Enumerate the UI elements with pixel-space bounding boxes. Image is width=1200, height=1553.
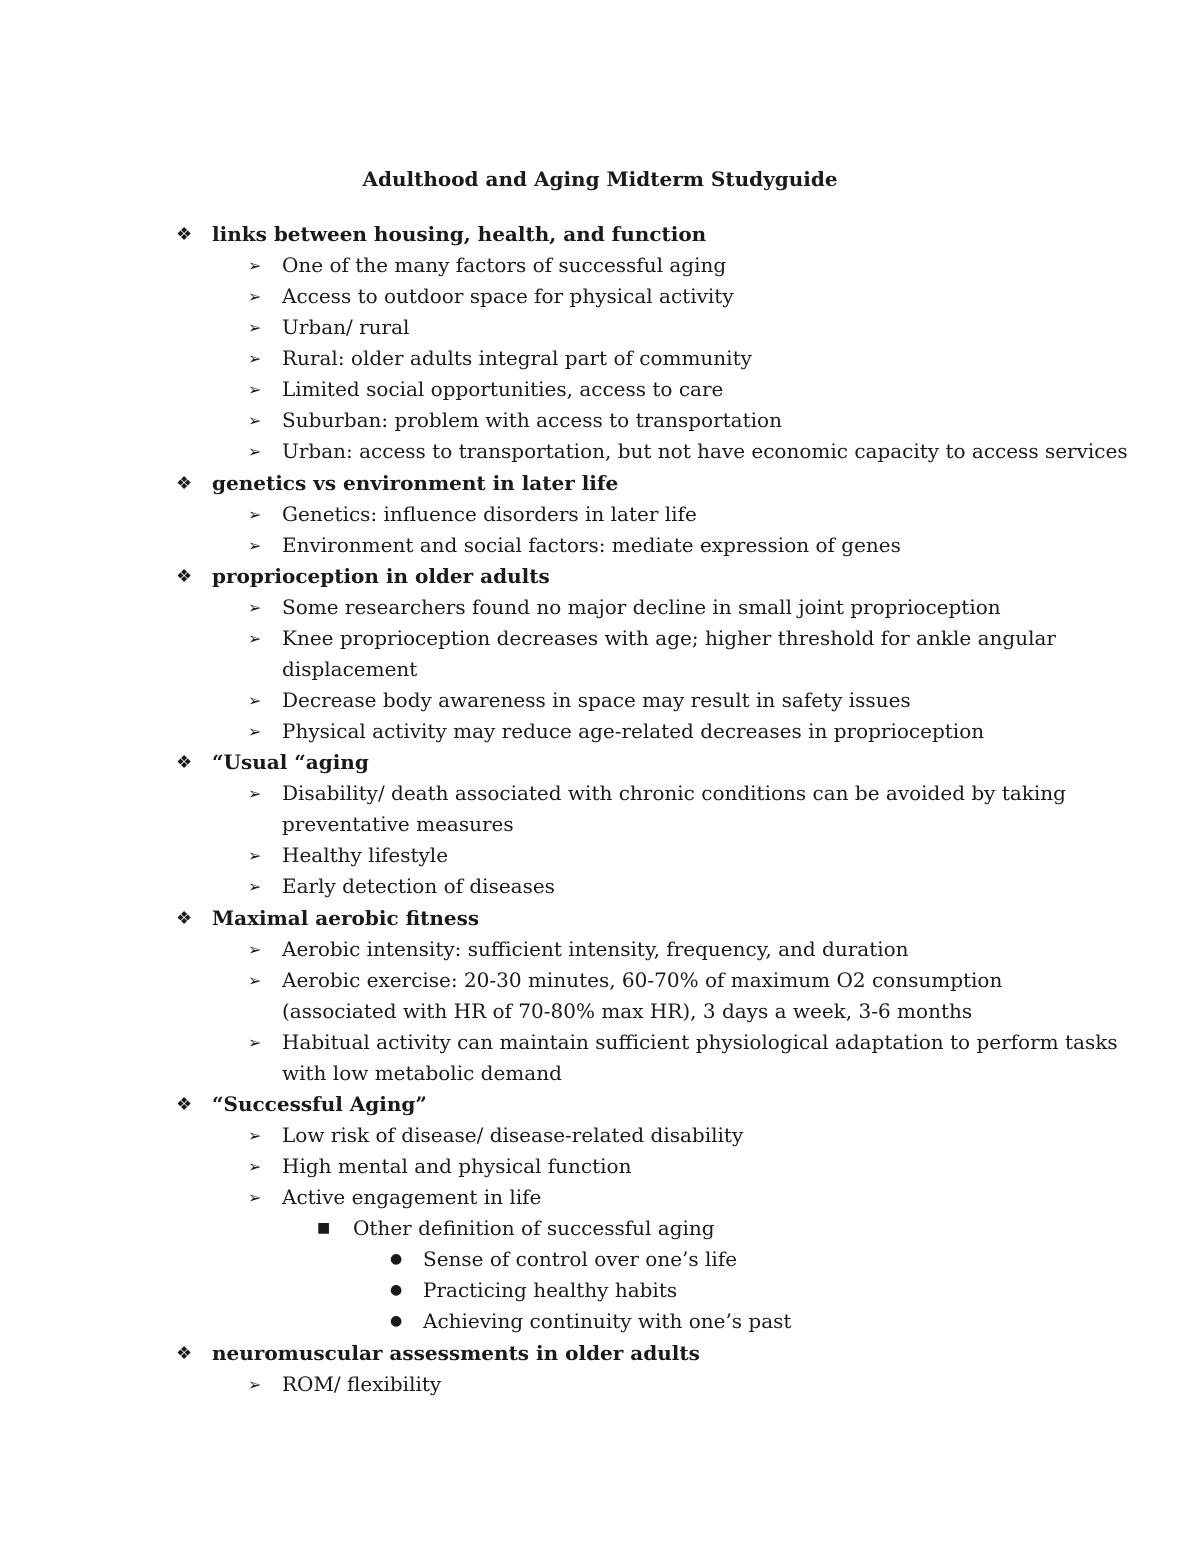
item-text: High mental and physical function: [282, 1154, 632, 1179]
item-text: Active engagement in life: [282, 1185, 542, 1210]
diamond-bullet-icon: ❖: [176, 1342, 193, 1364]
arrowhead-bullet-icon: ➢: [248, 597, 262, 617]
dot-bullet-icon: ●: [390, 1313, 403, 1330]
item-text: Limited social opportunities, access to care: [282, 377, 724, 402]
diamond-bullet-icon: ❖: [176, 907, 193, 929]
arrowhead-bullet-icon: ➢: [248, 349, 262, 369]
arrowhead-bullet-icon: ➢: [248, 939, 262, 959]
arrowhead-bullet-icon: ➢: [248, 1188, 262, 1208]
arrowhead-bullet-icon: ➢: [248, 411, 262, 431]
item-text: preventative measures: [282, 812, 514, 837]
item-text: displacement: [282, 656, 418, 681]
diamond-bullet-icon: ❖: [176, 565, 193, 587]
arrowhead-bullet-icon: ➢: [248, 535, 262, 555]
item-text: One of the many factors of successful aging: [282, 253, 727, 278]
dot-bullet-icon: ●: [390, 1251, 403, 1268]
item-text: ROM/ flexibility: [282, 1371, 442, 1396]
item-text: Aerobic intensity: sufficient intensity, frequency, and duration: [282, 936, 909, 961]
arrowhead-bullet-icon: ➢: [248, 287, 262, 307]
square-bullet-icon: ■: [317, 1220, 331, 1237]
document-title: Adulthood and Aging Midterm Studyguide: [362, 167, 838, 191]
dot-bullet-icon: ●: [390, 1282, 403, 1299]
arrowhead-bullet-icon: ➢: [248, 504, 262, 524]
item-text: Aerobic exercise: 20-30 minutes, 60-70% of maximum O2 consumption: [282, 967, 1003, 992]
diamond-bullet-icon: ❖: [176, 224, 193, 245]
item-text: Physical activity may reduce age-related decreases in proprioception: [282, 719, 985, 744]
arrowhead-bullet-icon: ➢: [248, 380, 262, 400]
item-text: Other definition of successful aging: [353, 1216, 715, 1241]
heading-text: genetics vs environment in later life: [212, 470, 619, 495]
arrowhead-bullet-icon: ➢: [248, 846, 262, 866]
arrowhead-bullet-icon: ➢: [248, 877, 262, 897]
item-text: Urban: access to transportation, but not have economic capacity to access services: [282, 439, 1128, 464]
heading-text: Maximal aerobic fitness: [212, 905, 480, 930]
item-text: Habitual activity can maintain sufficient physiological adaptation to perform tasks: [282, 1029, 1118, 1054]
heading-text: proprioception in older adults: [212, 563, 550, 588]
arrowhead-bullet-icon: ➢: [248, 970, 262, 990]
arrowhead-bullet-icon: ➢: [248, 1374, 262, 1394]
item-text: Sense of control over one’s life: [423, 1247, 738, 1272]
item-text: Some researchers found no major decline in small joint proprioception: [282, 594, 1001, 619]
heading-text: “Successful Aging”: [212, 1091, 427, 1116]
item-text: (associated with HR of 70-80% max HR), 3 days a week, 3-6 months: [282, 998, 973, 1023]
arrowhead-bullet-icon: ➢: [248, 1126, 262, 1146]
arrowhead-bullet-icon: ➢: [248, 722, 262, 742]
item-text: Early detection of diseases: [282, 874, 555, 899]
arrowhead-bullet-icon: ➢: [248, 318, 262, 338]
item-text: Low risk of disease/ disease-related disability: [282, 1123, 744, 1148]
item-text: Urban/ rural: [282, 315, 410, 340]
arrowhead-bullet-icon: ➢: [248, 628, 262, 648]
arrowhead-bullet-icon: ➢: [248, 691, 262, 711]
diamond-bullet-icon: ❖: [176, 1093, 193, 1115]
item-text: Suburban: problem with access to transportation: [282, 408, 782, 433]
item-text: Decrease body awareness in space may result in safety issues: [282, 688, 911, 713]
item-text: Practicing healthy habits: [423, 1278, 678, 1303]
item-text: Environment and social factors: mediate expression of genes: [282, 532, 901, 557]
item-text: Genetics: influence disorders in later life: [282, 501, 697, 526]
diamond-bullet-icon: ❖: [176, 752, 193, 774]
arrowhead-bullet-icon: ➢: [248, 1032, 262, 1052]
arrowhead-bullet-icon: ➢: [248, 1157, 262, 1177]
item-text: Access to outdoor space for physical activity: [282, 284, 734, 309]
item-text: Knee proprioception decreases with age; higher threshold for ankle angular: [282, 625, 1056, 650]
item-text: Disability/ death associated with chronic conditions can be avoided by taking: [282, 781, 1066, 806]
heading-text: links between housing, health, and function: [212, 222, 707, 246]
item-text: Achieving continuity with one’s past: [423, 1309, 792, 1334]
item-text: Healthy lifestyle: [282, 843, 449, 868]
item-text: Rural: older adults integral part of community: [282, 346, 752, 371]
heading-text: neuromuscular assessments in older adults: [212, 1340, 700, 1365]
item-text: with low metabolic demand: [282, 1060, 562, 1085]
arrowhead-bullet-icon: ➢: [248, 442, 262, 462]
arrowhead-bullet-icon: ➢: [248, 784, 262, 804]
heading-text: “Usual “aging: [212, 750, 369, 775]
diamond-bullet-icon: ❖: [176, 472, 193, 494]
arrowhead-bullet-icon: ➢: [248, 256, 262, 276]
